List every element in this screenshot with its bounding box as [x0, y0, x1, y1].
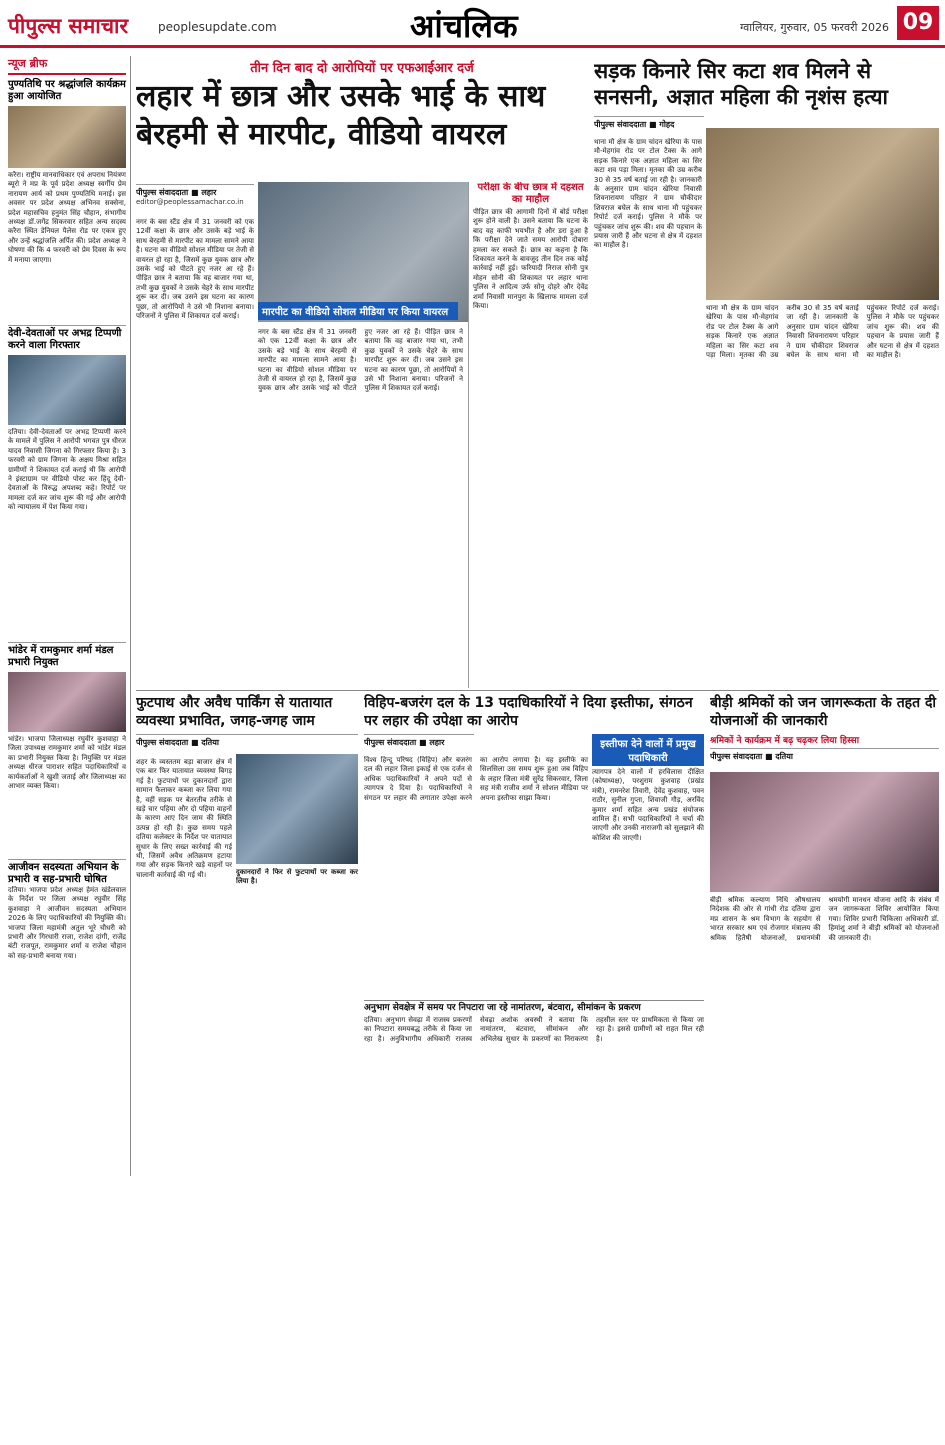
divider [136, 690, 939, 691]
anubhag-text: दतिया। अनुभाग सेवढ़ा में राजस्व प्रकरणों का निपटारा समयबद्ध तरीके से किया जा रहा है। अनुविभागीय अधिकारी राजस्व सेवढ़ा अशोक अवस्थी ने बताया कि नामांतरण, बंटवारा, सीमांकन और अभिलेख सुधार के प्रकरणों का निराकरण तहसील स्तर पर प्राथमिकता से किया जा रहा है। इससे ग्रामीणों को राहत मिल रही है। [364, 1015, 704, 1043]
shramik-text: बीड़ी श्रमिक कल्याण निधि औषधालय निदेशक की ओर से गांधी रोड दतिया द्वारा मप्र शासन के श्रम विभाग के सहयोग से भारत सरकार श्रम एवं रोजगार मंत्रालय की श्रमिक हितैषी योजनाओं, प्रधानमंत्री श्रमयोगी मानधन योजना आदि के संबंध में जन जागरूकता शिविर आयोजित किया गया। शिविर प्रभारी चिकित्सा अधिकारी डॉ. हिमांशु शर्मा ने बीड़ी श्रमिकों को योजनाओं की जानकारी दी। [710, 896, 939, 942]
brief-headline-1: पुण्यतिथि पर श्रद्धांजलि कार्यक्रम हुआ आयोजित [8, 79, 126, 102]
lahar-byline: पीपुल्स संवाददाता [136, 188, 189, 197]
brief-photo-3 [8, 672, 126, 732]
brief-text-3: भांडेर। भाजपा जिलाध्यक्ष रघुवीर कुशवाहा ने जिला उपाध्यक्ष रामकुमार शर्मा को भांडेर मंडल का प्रभारी नियुक्त किया है। नियुक्ति पर मंडल अध्यक्ष धीरज पाराशर सहित पदाधिकारियों व कार्यकर्ताओं ने खुशी जताई और जिलाध्यक्ष का आभार व्यक्त किया। [8, 735, 126, 791]
vhp-place: लहार [429, 738, 445, 747]
parking-byline: पीपुल्स संवाददाता [136, 738, 189, 747]
shramik-photo [710, 772, 939, 892]
murder-text-cont: थाना मौ क्षेत्र के ग्राम चांदन खेरिया के पास मौ-मेहगांव रोड पर टोल टैक्स के आगे सड़क किनारे एक अज्ञात महिला का सिर कटा शव पड़ा मिला। मृतका की उम्र करीब 30 से 35 वर्ष बताई जा रही है। जानकारी के अनुसार ग्राम चांदन खेरिया निवासी शिवनारायण परिहार ने ग्राम चौकीदार शिवराज बघेल के साथ थाना मौ पहुंचकर रिपोर्ट दर्ज कराई। पुलिस ने मौके पर पहुंचकर जांच शुरू की। शव की पहचान के प्रयास जारी हैं और घटना से क्षेत्र में दहशत का माहौल है। [706, 304, 939, 360]
parking-story: फुटपाथ और अवैध पार्किंग से यातायात व्यवस्था प्रभावित, जगह-जगह जाम पीपुल्स संवाददाता ■ दतिया शहर के व्यस्ततम बड़ा बाजार क्षेत्र में एक बार फिर यातायात व्यवस्था बिगड़ गई है। फुटपाथों पर दुकानदारों द्वारा सामान फैलाकर कब्जा कर लिया गया है, वहीं सड़क पर बेतरतीब तरीके से खड़े चार पहिया और दो पहिया वाहनों के कारण आए दिन जाम की स्थिति उत्पन्न हो रही है। कुछ समय पहले दतिया कलेक्टर के निर्देश पर यातायात सुधार के लिए सख्त कार्रवाई की गई थी, जिसमें अवैध अतिक्रमण हटाया गया और सड़क किनारे खड़े वाहनों पर चालानी कार्रवाई की गई थी। दुकानदारों ने फिर से फुटपाथों पर कब्जा कर लिया है। [136, 694, 358, 1034]
lahar-text-cont: नगर के बस स्टैंड क्षेत्र में 31 जनवरी को एक 12वीं कक्षा के छात्र और उसके बड़े भाई के साथ बेरहमी से मारपीट का मामला सामने आया है। घटना का वीडियो सोशल मीडिया पर तेजी से वायरल हो रहा है, जिसमें कुछ युवक छात्र और उसके भाई को पीटते हुए नजर आ रहे हैं। पीड़ित छात्र ने बताया कि वह बाजार गया था, तभी कुछ युवकों ने उसके चेहरे के साथ मारपीट शुरू कर दी। जब उसने इस घटना का कारण पूछा, तो आरोपियों ने उसे भी निशाना बनाया। परिजनों ने पुलिस में शिकायत दर्ज कराई। [258, 328, 463, 393]
brief-text-4: दतिया। भाजपा प्रदेश अध्यक्ष हेमंत खंडेलवाल के निर्देश पर जिला अध्यक्ष रघुवीर सिंह कुशवाहा ने आजीवन सदस्यता अभियान 2026 के लिए पदाधिकारियों की नियुक्ति की। भाजपा जिला महामंत्री अतुल भूरे चौधरी को प्रभारी और गिरधारी राजा, राजेश दांगी, राजेंद्र बंटी राजपूत, रामकुमार शर्मा व राजेश चौहान को सह-प्रभारी बनाया गया। [8, 886, 126, 960]
parking-photo [236, 754, 358, 864]
murder-text: थाना मौ क्षेत्र के ग्राम चांदन खेरिया के पास मौ-मेहगांव रोड पर टोल टैक्स के आगे सड़क किनारे एक अज्ञात महिला का सिर कटा शव पड़ा मिला। मृतका की उम्र करीब 30 से 35 वर्ष बताई जा रही है। जानकारी के अनुसार ग्राम चांदन खेरिया निवासी शिवनारायण परिहार ने ग्राम चौकीदार शिवराज बघेल के साथ थाना मौ पहुंचकर रिपोर्ट दर्ज कराई। पुलिस ने मौके पर पहुंचकर जांच शुरू की। शव की पहचान के प्रयास जारी हैं और घटना से क्षेत्र में दहशत का माहौल है। [594, 138, 702, 250]
lahar-place: लहार [201, 188, 217, 197]
brief-headline-4: आजीवन सदस्यता अभियान के प्रभारी व सह-प्रभारी घोषित [8, 859, 126, 886]
lahar-story: तीन दिन बाद दो आरोपियों पर एफआईआर दर्ज लहार में छात्र और उसके भाई के साथ बेरहमी से मारपीट, वीडियो वायरल पीपुल्स संवाददाता ■ लहार editor@peoplessamachar.co.in मारपीट का वीडियो सोशल मीडिया पर किया वायरल नगर के बस स्टैंड क्षेत्र में 31 जनवरी को एक 12वीं कक्षा के छात्र और उसके बड़े भाई के साथ बेरहमी से मारपीट का मामला सामने आया है। घटना का वीडियो सोशल मीडिया पर तेजी से वायरल हो रहा है, जिसमें कुछ युवक छात्र और उसके भाई को पीटते हुए नजर आ रहे हैं। पीड़ित छात्र ने बताया कि वह बाजार गया था, तभी कुछ युवकों ने उसके चेहरे के साथ मारपीट शुरू कर दी। जब उसने इस घटना का कारण पूछा, तो आरोपियों ने उसे भी निशाना बनाया। परिजनों ने पुलिस में शिकायत दर्ज कराई। नगर के बस स्टैंड क्षेत्र में 31 जनवरी को एक 12वीं कक्षा के छात्र और उसके बड़े भाई के साथ बेरहमी से मारपीट का मामला सामने आया है। घटना का वीडियो सोशल मीडिया पर तेजी से वायरल हो रहा है, जिसमें कुछ युवक छात्र और उसके भाई को पीटते हुए नजर आ रहे हैं। पीड़ित छात्र ने बताया कि वह बाजार गया था, तभी कुछ युवकों ने उसके चेहरे के साथ मारपीट शुरू कर दी। जब उसने इस घटना का कारण पूछा, तो आरोपियों ने उसे भी निशाना बनाया। परिजनों ने पुलिस में शिकायत दर्ज कराई। परीक्षा के बीच छात्र में दहशत का माहौल पीड़ित छात्र की आगामी दिनों में बोर्ड परीक्षा शुरू होने वाली है। उसने बताया कि घटना के बाद वह काफी भयभीत है और डरा हुआ है कि परीक्षा देने जाते समय आरोपी दोबारा हमला कर सकते हैं। छात्र का कहना है कि शिकायत करने के बावजूद तीन दिन तक कोई कार्रवाई नहीं हुई। फरियादी निराज सोनी पुत्र मोहन सोनी की शिकायत पर लहार थाना पुलिस ने आदित्य उर्फ सोनू दोहरे और देवेंद्र शर्मा निवासी मानपुरा के खिलाफ मामला दर्ज किया। [136, 58, 588, 688]
news-brief-column [8, 56, 126, 1026]
vhp-box-text: त्यागपत्र देने वालों में हरविलास दीक्षित (कोषाध्यक्ष), परशुराम कुशवाह (प्रखंड मंत्री), रामनरेश तिवारी, देवेंद्र कुशवाह, पवन राठौर, सुनील गुप्ता, शिवाजी गौड़, अरविंद कुमार शर्मा सहित अन्य प्रखंड संयोजक शामिल हैं। सभी पदाधिकारियों ने चर्चा की जाएगी और उनकी नाराजगी को सुलझाने की कोशिश की जाएगी। [592, 768, 704, 842]
column-divider [130, 56, 131, 1176]
news-brief-tag: न्यूज ब्रीफ [8, 56, 126, 75]
shramik-place: दतिया [775, 752, 793, 761]
lahar-box-title: परीक्षा के बीच छात्र में दहशत का माहौल [477, 182, 584, 205]
site-url[interactable]: peoplesupdate.com [158, 20, 277, 34]
masthead [0, 0, 945, 48]
vhp-story: विहिप-बजरंग दल के 13 पदाधिकारियों ने दिया इस्तीफा, संगठन पर लहार की उपेक्षा का आरोप पीपुल्स संवाददाता ■ लहार विश्व हिन्दू परिषद (विहिप) और बजरंग दल की लहार जिला इकाई से एक दर्जन से अधिक पदाधिकारियों ने अपने पदों से त्यागपत्र दे दिया है। पदाधिकारियों ने संगठन पर लहार की लगातार उपेक्षा करने का आरोप लगाया है। यह इस्तीफे का सिलसिला उस समय शुरू हुआ जब विहिप के लहार जिला मंत्री सुरेंद्र सिकरवार, जिला सह मंत्री राजीव शर्मा ने सोशल मीडिया पर अपना इस्तीफा साझा किया। इस्तीफा देने वालों में प्रमुख पदाधिकारी त्यागपत्र देने वालों में हरविलास दीक्षित (कोषाध्यक्ष), परशुराम कुशवाह (प्रखंड मंत्री), रामनरेश तिवारी, देवेंद्र कुशवाह, पवन राठौर, सुनील गुप्ता, शिवाजी गौड़, अरविंद कुमार शर्मा सहित अन्य प्रखंड संयोजक शामिल हैं। सभी पदाधिकारियों ने चर्चा की जाएगी और उनकी नाराजगी को सुलझाने की कोशिश की जाएगी। [364, 694, 704, 994]
brief-headline-3: भांडेर में रामकुमार शर्मा मंडल प्रभारी नियुक्त [8, 642, 126, 669]
shramik-byline: पीपुल्स संवाददाता [710, 752, 763, 761]
lahar-headline: लहार में छात्र और उसके भाई के साथ बेरहमी से मारपीट, वीडियो वायरल [136, 79, 546, 152]
page-number: 09 [897, 6, 939, 40]
murder-story: सड़क किनारे सिर कटा शव मिलने से सनसनी, अज्ञात महिला की नृशंस हत्या पीपुल्स संवाददाता ■ गोहद थाना मौ क्षेत्र के ग्राम चांदन खेरिया के पास मौ-मेहगांव रोड पर टोल टैक्स के आगे सड़क किनारे एक अज्ञात महिला का सिर कटा शव पड़ा मिला। मृतका की उम्र करीब 30 से 35 वर्ष बताई जा रही है। जानकारी के अनुसार ग्राम चांदन खेरिया निवासी शिवनारायण परिहार ने ग्राम चौकीदार शिवराज बघेल के साथ थाना मौ पहुंचकर रिपोर्ट दर्ज कराई। पुलिस ने मौके पर पहुंचकर जांच शुरू की। शव की पहचान के प्रयास जारी हैं और घटना से क्षेत्र में दहशत का माहौल है। थाना मौ क्षेत्र के ग्राम चांदन खेरिया के पास मौ-मेहगांव रोड पर टोल टैक्स के आगे सड़क किनारे एक अज्ञात महिला का सिर कटा शव पड़ा मिला। मृतका की उम्र करीब 30 से 35 वर्ष बताई जा रही है। जानकारी के अनुसार ग्राम चांदन खेरिया निवासी शिवनारायण परिहार ने ग्राम चौकीदार शिवराज बघेल के साथ थाना मौ पहुंचकर रिपोर्ट दर्ज कराई। पुलिस ने मौके पर पहुंचकर जांच शुरू की। शव की पहचान के प्रयास जारी हैं और घटना से क्षेत्र में दहशत का माहौल है। [594, 58, 939, 688]
vhp-headline: विहिप-बजरंग दल के 13 पदाधिकारियों ने दिया इस्तीफा, संगठन पर लहार की उपेक्षा का आरोप [364, 695, 693, 729]
vhp-text: विश्व हिन्दू परिषद (विहिप) और बजरंग दल की लहार जिला इकाई से एक दर्जन से अधिक पदाधिकारियों ने अपने पदों से त्यागपत्र दे दिया है। पदाधिकारियों ने संगठन पर लहार की लगातार उपेक्षा करने का आरोप लगाया है। यह इस्तीफे का सिलसिला उस समय शुरू हुआ जब विहिप के लहार जिला मंत्री सुरेंद्र सिकरवार, जिला सह मंत्री राजीव शर्मा ने सोशल मीडिया पर अपना इस्तीफा साझा किया। [364, 756, 588, 802]
parking-headline: फुटपाथ और अवैध पार्किंग से यातायात व्यवस्था प्रभावित, जगह-जगह जाम [136, 695, 333, 729]
shramik-story: बीड़ी श्रमिकों को जन जागरूकता के तहत दी योजनाओं की जानकारी श्रमिकों ने कार्यक्रम में बढ़ चढ़कर लिया हिस्सा पीपुल्स संवाददाता ■ दतिया बीड़ी श्रमिक कल्याण निधि औषधालय निदेशक की ओर से गांधी रोड दतिया द्वारा मप्र शासन के श्रम विभाग के सहयोग से भारत सरकार श्रम एवं रोजगार मंत्रालय की श्रमिक हितैषी योजनाओं, प्रधानमंत्री श्रमयोगी मानधन योजना आदि के संबंध में जन जागरूकता शिविर आयोजित किया गया। शिविर प्रभारी चिकित्सा अधिकारी डॉ. हिमांशु शर्मा ने बीड़ी श्रमिकों को योजनाओं की जानकारी दी। [710, 694, 939, 1074]
lahar-caption: मारपीट का वीडियो सोशल मीडिया पर किया वायरल [258, 302, 458, 320]
brief-photo-1 [8, 106, 126, 168]
parking-place: दतिया [201, 738, 219, 747]
parking-caption: दुकानदारों ने फिर से फुटपाथों पर कब्जा कर लिया है। [236, 868, 358, 886]
vhp-box-title: इस्तीफा देने वालों में प्रमुख पदाधिकारी [592, 734, 704, 766]
vhp-byline: पीपुल्स संवाददाता [364, 738, 417, 747]
shramik-headline: बीड़ी श्रमिकों को जन जागरूकता के तहत दी योजनाओं की जानकारी [710, 695, 937, 729]
lahar-kicker: तीन दिन बाद दो आरोपियों पर एफआईआर दर्ज [250, 61, 474, 76]
anubhag-story [364, 1000, 704, 1080]
anubhag-headline: अनुभाग सेवक्षेत्र में समय पर निपटारा जा रहे नामांतरण, बंटवारा, सीमांकन के प्रकरण [364, 1003, 641, 1013]
shramik-deck: श्रमिकों ने कार्यक्रम में बढ़ चढ़कर लिया हिस्सा [710, 736, 860, 746]
brief-headline-2: देवी-देवताओं पर अभद्र टिप्पणी करने वाला गिरफ्तार [8, 325, 126, 352]
lahar-text: नगर के बस स्टैंड क्षेत्र में 31 जनवरी को एक 12वीं कक्षा के छात्र और उसके बड़े भाई के साथ बेरहमी से मारपीट का मामला सामने आया है। घटना का वीडियो सोशल मीडिया पर तेजी से वायरल हो रहा है, जिसमें कुछ युवक छात्र और उसके भाई को पीटते हुए नजर आ रहे हैं। पीड़ित छात्र ने बताया कि वह बाजार गया था, तभी कुछ युवकों ने उसके चेहरे के साथ मारपीट शुरू कर दी। जब उसने इस घटना का कारण पूछा, तो आरोपियों ने उसे भी निशाना बनाया। परिजनों ने पुलिस में शिकायत दर्ज कराई। [136, 218, 254, 321]
parking-text: शहर के व्यस्ततम बड़ा बाजार क्षेत्र में एक बार फिर यातायात व्यवस्था बिगड़ गई है। फुटपाथों पर दुकानदारों द्वारा सामान फैलाकर कब्जा कर लिया गया है, वहीं सड़क पर बेतरतीब तरीके से खड़े चार पहिया और दो पहिया वाहनों के कारण आए दिन जाम की स्थिति उत्पन्न हो रही है। कुछ समय पहले दतिया कलेक्टर के निर्देश पर यातायात सुधार के लिए सख्त कार्रवाई की गई थी, जिसमें अवैध अतिक्रमण हटाया गया और सड़क किनारे खड़े वाहनों पर चालानी कार्रवाई की गई थी। [136, 758, 232, 879]
brand-logo: पीपुल्स समाचार [8, 14, 129, 38]
khelo-story-wrap [136, 1086, 576, 1178]
murder-place: गोहद [659, 120, 675, 129]
murder-photo [706, 128, 939, 300]
murder-byline: पीपुल्स संवाददाता [594, 120, 647, 129]
lahar-email[interactable]: editor@peoplessamachar.co.in [136, 198, 244, 206]
brief-text-2: दतिया। देवी-देवताओं पर अभद्र टिप्पणी करने के मामले में पुलिस ने आरोपी भगवत पुत्र धीरज यादव निवासी जिगना को गिरफ्तार किया है। 3 फरवरी को ग्राम जिगना के अक्षय मिश्रा सहित ग्रामीणों ने शिकायत दर्ज कराई थी कि आरोपी ने इंस्टाग्राम पर वीडियो पोस्ट कर हिंदू देवी-देवताओं के विरुद्ध अपशब्द कहे। रिपोर्ट पर मामला दर्ज कर जांच शुरू की गई और आरोपी को न्यायालय में पेश किया गया। [8, 428, 126, 512]
murder-headline: सड़क किनारे सिर कटा शव मिलने से सनसनी, अज्ञात महिला की नृशंस हत्या [594, 59, 888, 109]
brief-photo-2 [8, 355, 126, 425]
dateline: ग्वालियर, गुरुवार, 05 फरवरी 2026 [740, 21, 889, 34]
section-title: आंचलिक [410, 7, 518, 45]
lahar-box-text: पीड़ित छात्र की आगामी दिनों में बोर्ड परीक्षा शुरू होने वाली है। उसने बताया कि घटना के बाद वह काफी भयभीत है और डरा हुआ है कि परीक्षा देने जाते समय आरोपी दोबारा हमला कर सकते हैं। छात्र का कहना है कि शिकायत करने के बावजूद तीन दिन तक कोई कार्रवाई नहीं हुई। फरियादी निराज सोनी पुत्र मोहन सोनी की शिकायत पर लहार थाना पुलिस ने आदित्य उर्फ सोनू दोहरे और देवेंद्र शर्मा निवासी मानपुरा के खिलाफ मामला दर्ज किया। [473, 208, 588, 311]
brief-text-1: करैरा। राष्ट्रीय मानवाधिकार एवं अपराध नियंत्रण ब्यूरो ने मप्र के पूर्व प्रदेश अध्यक्ष स्वर्गीय प्रेम नारायण आर्य को प्रथम पुण्यतिथि मनाई। इस अवसर पर प्रदेश अध्यक्ष अभिनव सक्सेना, प्रदेश महासचिव हनुमंत सिंह चौहान, संभागीय अध्यक्ष डॉ.जगेंद्र सिकरवार सहित अन्य सदस्य करैरा स्थित डेनियल पैलेस रोड पर एकत्र हुए और उन्हें श्रद्धांजलि अर्पित की। प्रदेश अध्यक्ष ने घोषणा की कि 4 फरवरी को प्रेम दिवस के रूप में मनाया जाएगा। [8, 171, 126, 264]
